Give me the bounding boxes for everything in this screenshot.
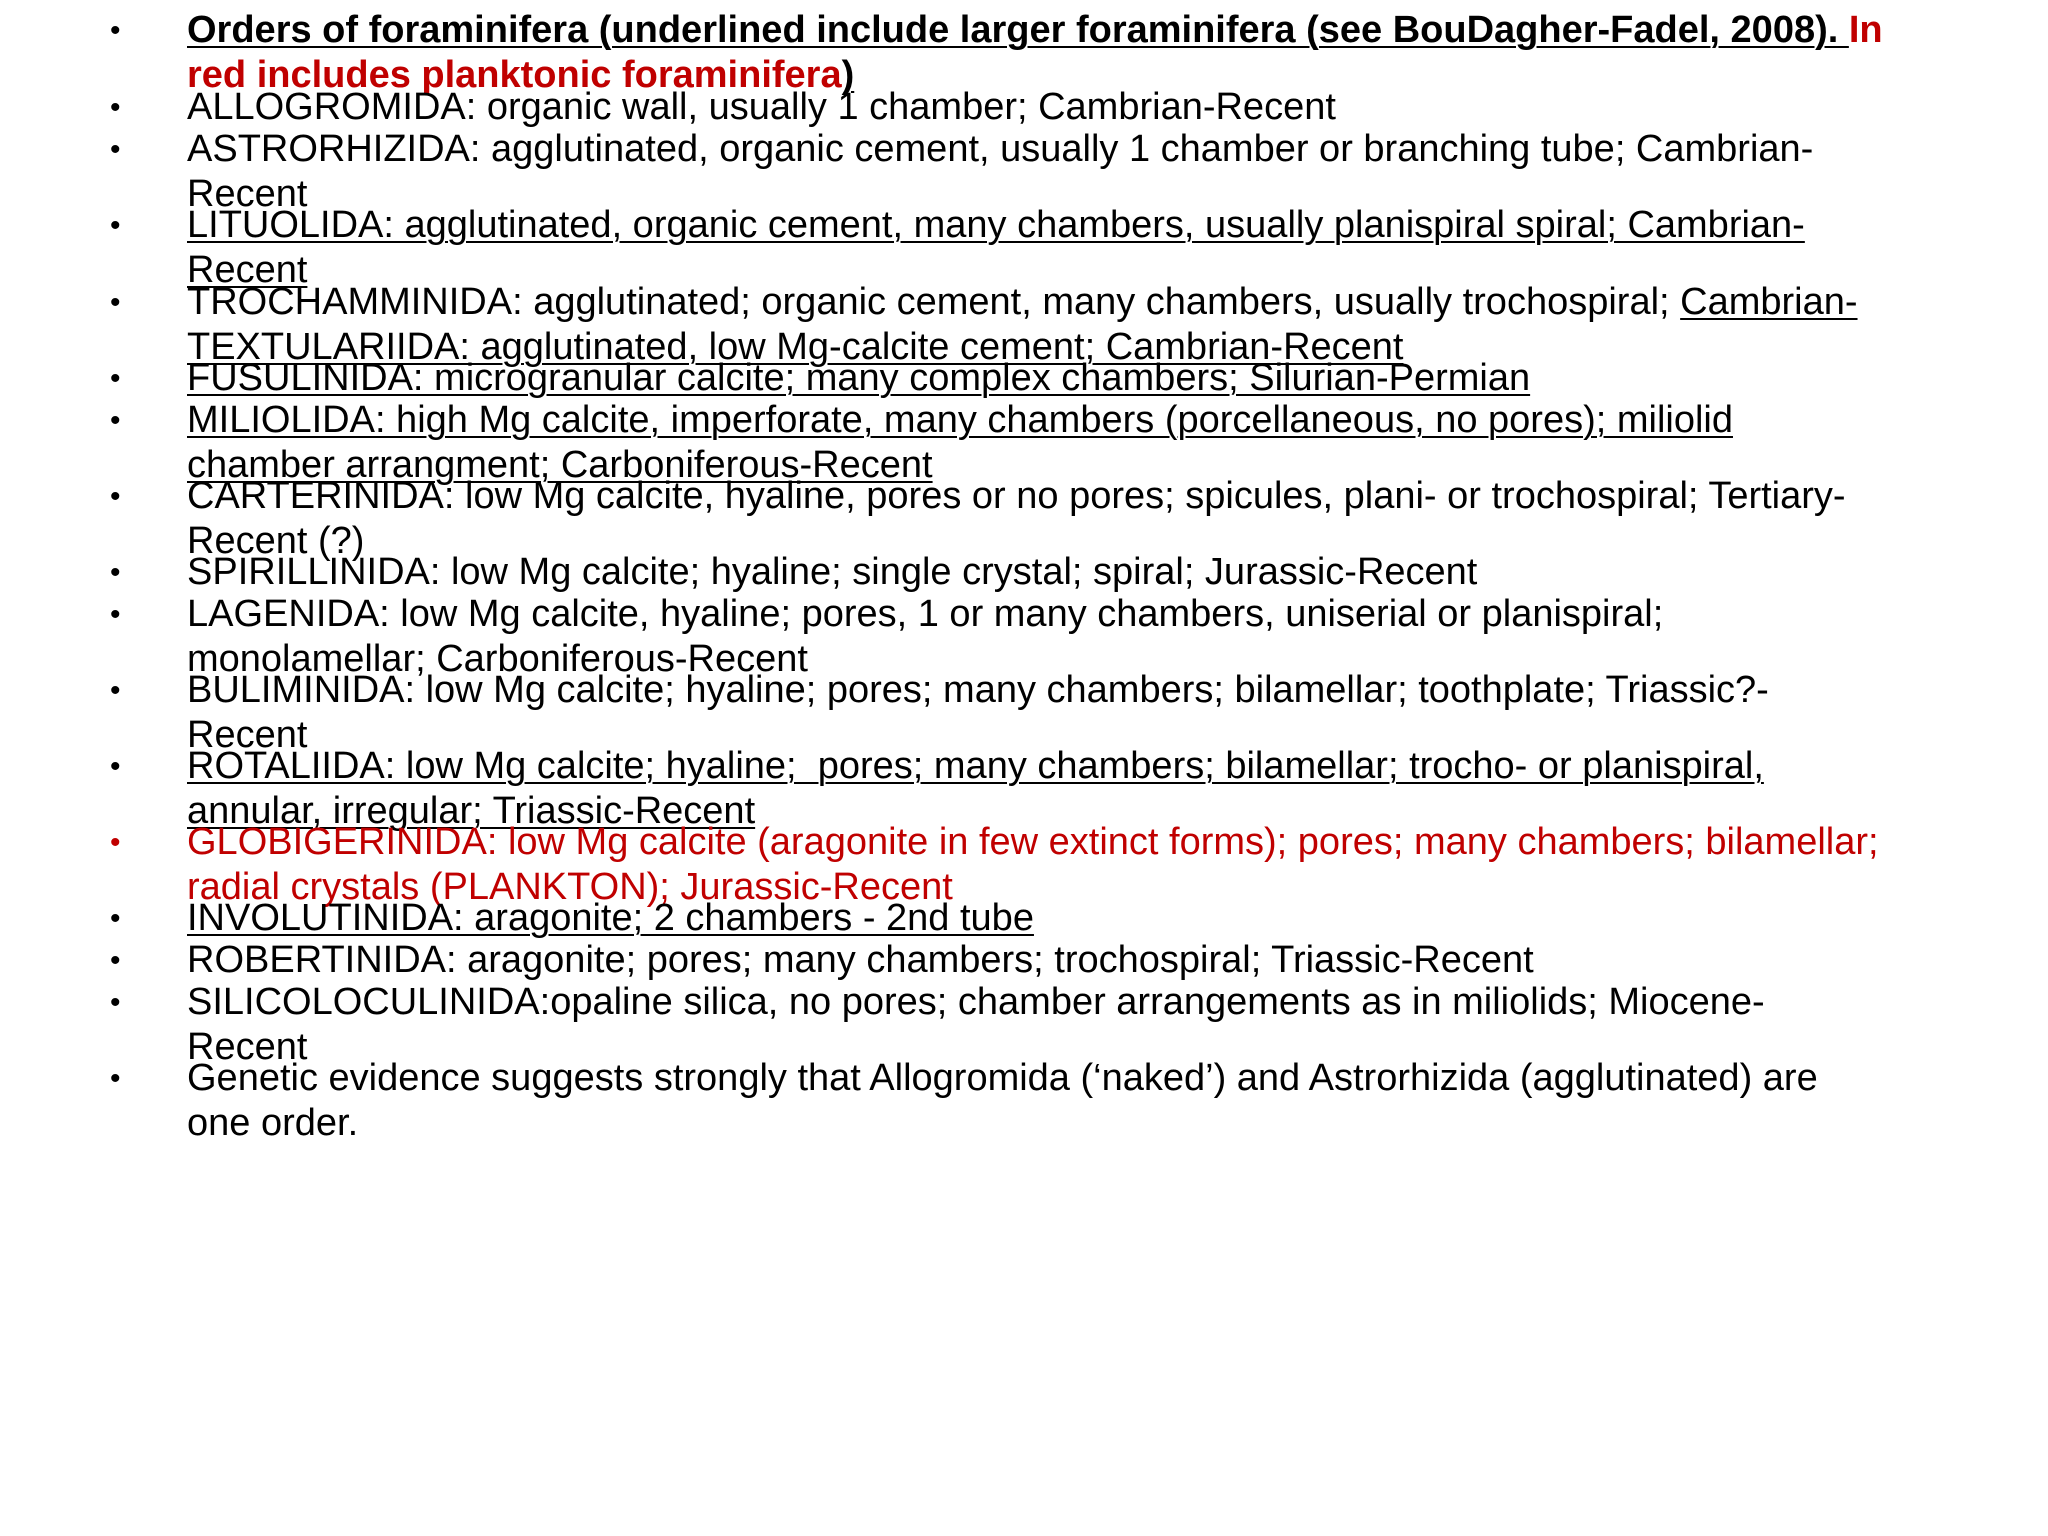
list-item-text: GLOBIGERINIDA: low Mg calcite (aragonite in few extinct forms); pores; many chambers; bilamellar; bbox=[187, 821, 1879, 863]
list-item-text: Recent (?) bbox=[187, 520, 365, 562]
list-item-text: Recent bbox=[187, 1026, 308, 1068]
bullet-point: • bbox=[110, 986, 121, 1019]
list-item-text: ROBERTINIDA: aragonite; pores; many chambers; trochospiral; Triassic-Recent bbox=[187, 939, 1534, 981]
list-item-text: Genetic evidence suggests strongly that Allogromida (‘naked’) and Astrorhizida (agglutinated) are bbox=[187, 1057, 1818, 1099]
bullet-point: • bbox=[110, 750, 121, 783]
bullet-point: • bbox=[110, 209, 121, 242]
list-item-text: INVOLUTINIDA: aragonite; 2 chambers - 2nd tube bbox=[187, 897, 1034, 939]
list-item-text: CARTERINIDA: low Mg calcite, hyaline, pores or no pores; spicules, plani- or trochospiral; Tertiary- bbox=[187, 475, 1846, 517]
list-item-text: monolamellar; Carboniferous-Recent bbox=[187, 638, 808, 680]
bullet-point: • bbox=[110, 826, 121, 859]
bullet-point: • bbox=[110, 480, 121, 513]
list-item-line bbox=[187, 820, 1987, 865]
list-item-line bbox=[187, 203, 1987, 248]
list-item-line bbox=[187, 1101, 1987, 1146]
list-item-line bbox=[187, 1056, 1987, 1101]
list-item-text: one order. bbox=[187, 1102, 359, 1144]
list-item-line bbox=[187, 85, 1987, 130]
list-item-line bbox=[187, 127, 1987, 172]
list-item-text: SILICOLOCULINIDA:opaline silica, no pores; chamber arrangements as in miliolids; Miocene- bbox=[187, 981, 1765, 1023]
bullet-point: • bbox=[110, 362, 121, 395]
bullet-point: • bbox=[110, 944, 121, 977]
bullet-point: • bbox=[110, 286, 121, 319]
list-item-text: LITUOLIDA: agglutinated, organic cement, many chambers, usually planispiral spiral; Cambrian- bbox=[187, 204, 1805, 246]
bullet-point: • bbox=[110, 91, 121, 124]
list-item-text: Recent bbox=[187, 249, 308, 291]
list-item-text: FUSULINIDA: microgranular calcite; many complex chambers; Silurian-Permian bbox=[187, 357, 1531, 399]
list-item-text: LAGENIDA: low Mg calcite, hyaline; pores, 1 or many chambers, uniserial or planispiral; bbox=[187, 593, 1664, 635]
list-item-line bbox=[187, 398, 1987, 443]
list-item-line bbox=[187, 550, 1987, 595]
bullet-point: • bbox=[110, 133, 121, 166]
list-item-line bbox=[187, 938, 1987, 983]
list-item-line bbox=[187, 474, 1987, 519]
list-item-line bbox=[187, 356, 1987, 401]
list-item-text: Cambrian- bbox=[1680, 281, 1858, 323]
bullet-point: • bbox=[110, 1062, 121, 1095]
list-item-text: TROCHAMMINIDA: agglutinated; organic cement, many chambers, usually trochospiral; bbox=[187, 281, 1681, 323]
list-item-text: ) bbox=[841, 54, 855, 96]
bullet-point: • bbox=[110, 14, 121, 47]
list-item-text: BULIMINIDA: low Mg calcite; hyaline; pores; many chambers; bilamellar; toothplate; Triassic?- bbox=[187, 669, 1769, 711]
list-item-text: ALLOGROMIDA: organic wall, usually 1 chamber; Cambrian-Recent bbox=[187, 86, 1336, 128]
list-item-line bbox=[187, 592, 1987, 637]
list-item-line bbox=[187, 280, 1987, 325]
list-item-text: SPIRILLINIDA: low Mg calcite; hyaline; single crystal; spiral; Jurassic-Recent bbox=[187, 551, 1478, 593]
list-item-text: radial crystals (PLANKTON); Jurassic-Recent bbox=[187, 866, 953, 908]
list-item-text: Recent bbox=[187, 714, 308, 756]
list-item-text: chamber arrangment; Carboniferous-Recent bbox=[187, 444, 933, 486]
list-item-line bbox=[187, 980, 1987, 1025]
bullet-point: • bbox=[110, 598, 121, 631]
list-item-text: ASTRORHIZIDA: agglutinated, organic cement, usually 1 chamber or branching tube; Cambrian- bbox=[187, 128, 1814, 170]
list-item-text: ROTALIIDA: low Mg calcite; hyaline; pores; many chambers; bilamellar; trocho- or planispiral, bbox=[187, 745, 1764, 787]
list-item-text: annular, irregular; Triassic-Recent bbox=[187, 790, 756, 832]
bullet-point: • bbox=[110, 404, 121, 437]
list-item-line bbox=[187, 744, 1987, 789]
list-item-line bbox=[187, 668, 1987, 713]
list-item-text: TEXTULARIIDA: agglutinated, low Mg-calcite cement; Cambrian-Recent bbox=[187, 326, 1404, 368]
bullet-point: • bbox=[110, 674, 121, 707]
bullet-point: • bbox=[110, 556, 121, 589]
list-item-text: Orders of foraminifera (underlined include larger foraminifera (see BouDagher-Fadel, 2008). bbox=[187, 9, 1849, 51]
list-item-line bbox=[187, 896, 1987, 941]
list-item-line bbox=[187, 8, 1987, 53]
bullet-point: • bbox=[110, 902, 121, 935]
list-item-text: red includes planktonic foraminifera bbox=[187, 54, 842, 96]
list-item-text: Recent bbox=[187, 173, 308, 215]
list-item-text: In bbox=[1848, 9, 1883, 51]
list-item-text: MILIOLIDA: high Mg calcite, imperforate, many chambers (porcellaneous, no pores); miliolid bbox=[187, 399, 1733, 441]
